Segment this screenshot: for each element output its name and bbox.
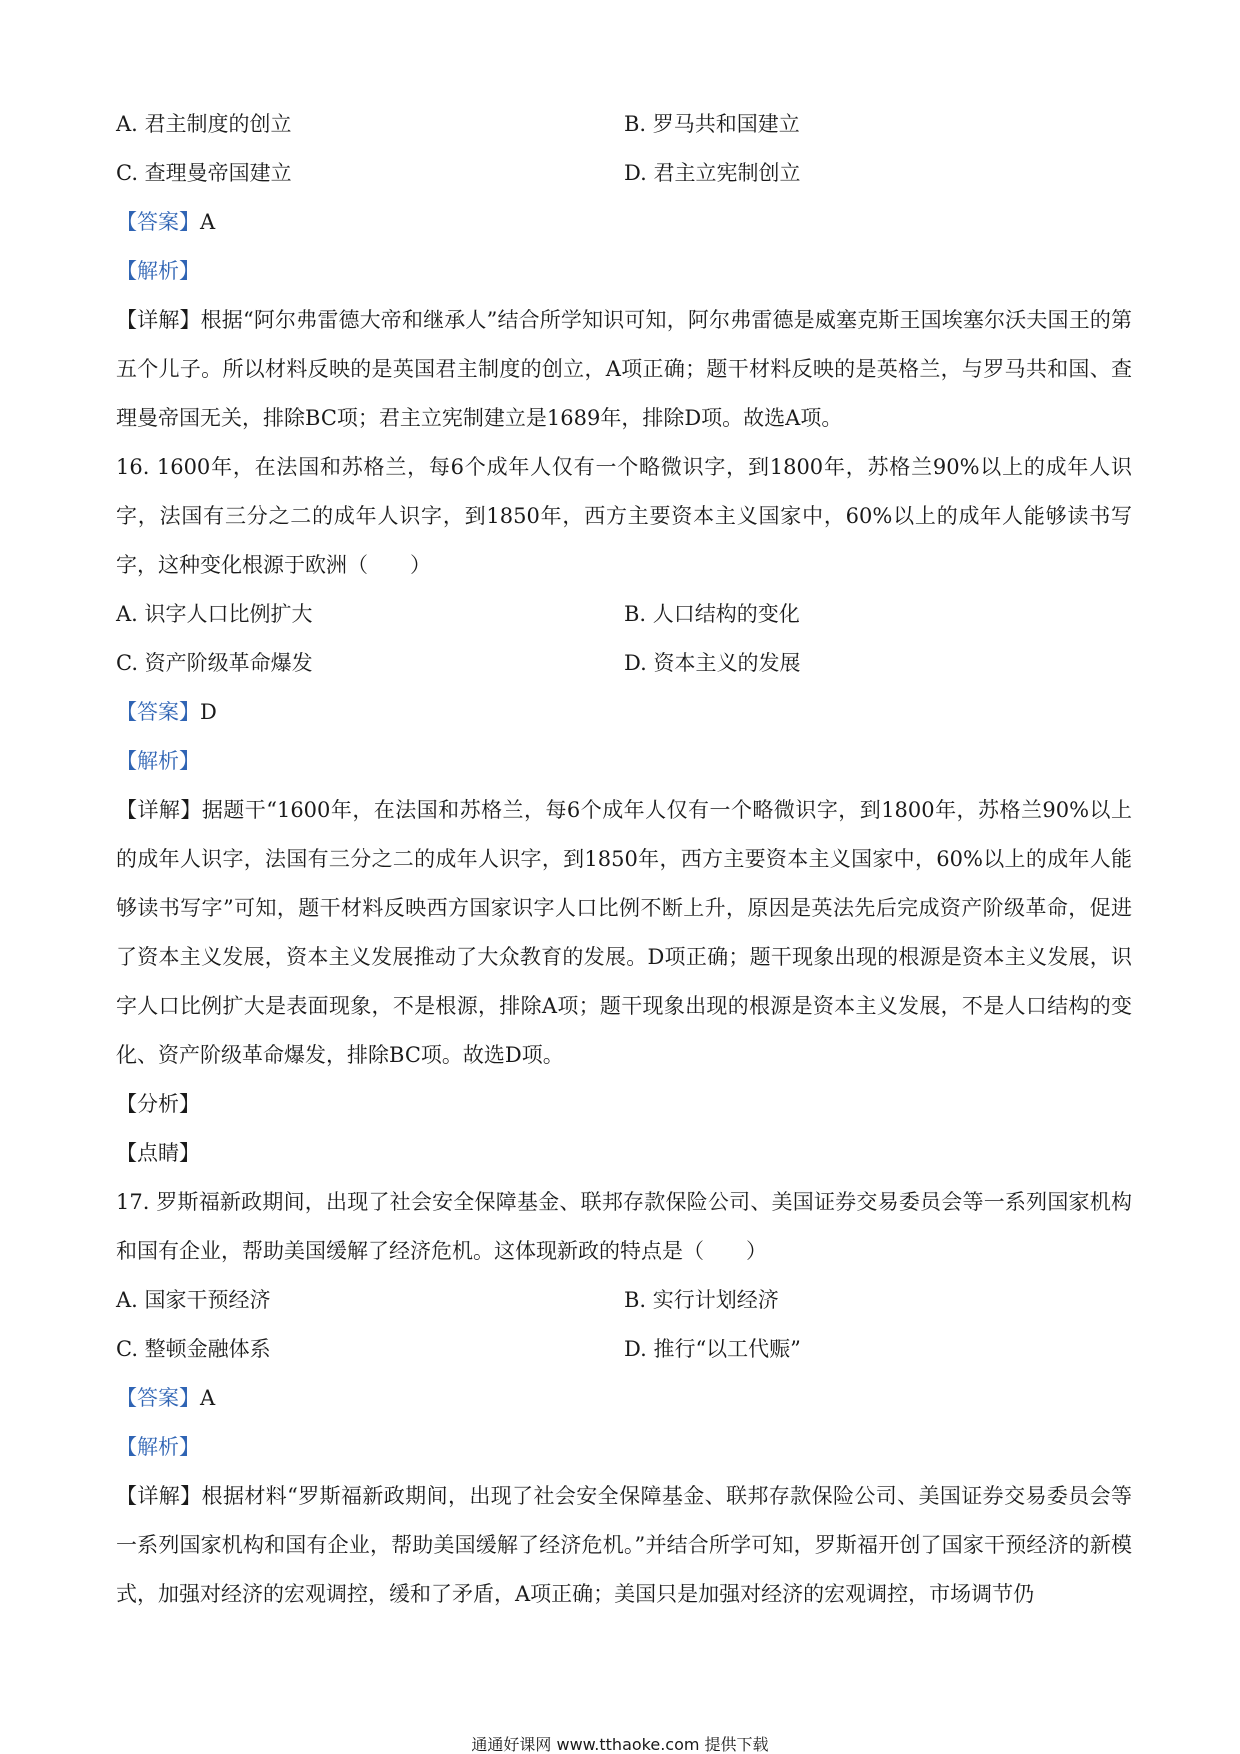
q17-detail-tag: 【详解】	[116, 1484, 202, 1508]
q16-option-d: D. 资本主义的发展	[624, 651, 801, 675]
document-body	[116, 100, 1132, 1619]
q16-analysis-tag: 【解析】	[116, 749, 200, 773]
q16-option-c: C. 资产阶级革命爆发	[116, 651, 313, 675]
q16-answer-line	[116, 688, 1132, 737]
q15-answer-line	[116, 198, 1132, 247]
q16-analysis-line	[116, 737, 1132, 786]
q17-options-row-2	[116, 1325, 1132, 1374]
q16-fenxi-line	[116, 1080, 1132, 1129]
q17-options-row-1	[116, 1276, 1132, 1325]
q16-answer-tag: 【答案】	[116, 700, 200, 724]
q17-analysis-line	[116, 1423, 1132, 1472]
q17-option-d: D. 推行“以工代赈”	[624, 1337, 801, 1361]
q17-stem: 17. 罗斯福新政期间，出现了社会安全保障基金、联邦存款保险公司、美国证券交易委员会等一系列国家机构和国有企业，帮助美国缓解了经济危机。这体现新政的特点是（ ）	[116, 1190, 1132, 1263]
q17-option-b: B. 实行计划经济	[624, 1288, 779, 1312]
q16-dianjing-line	[116, 1129, 1132, 1178]
q15-analysis-tag: 【解析】	[116, 259, 200, 283]
q16-options-row-1	[116, 590, 1132, 639]
q15-option-a: A. 君主制度的创立	[116, 112, 292, 136]
q17-detail-paragraph	[116, 1472, 1132, 1619]
q16-answer-value: D	[200, 700, 217, 724]
q17-answer-line	[116, 1374, 1132, 1423]
q16-detail-text: 据题干“1600年，在法国和苏格兰，每6个成年人仅有一个略微识字，到1800年，苏格兰90%以上的成年人识字，法国有三分之二的成年人识字，到1850年，西方主要资本主义国家中，60%以上的成年人能够读书写字”可知，题干材料反映西方国家识字人口比例不断上升，原因是英法先后完成资产阶级革命，促进了资本主义发展，资本主义发展推动了大众教育的发展。D项正确；题干现象出现的根源是资本主义发展，识字人口比例扩大是表面现象，不是根源，排除A项；题干现象出现的根源是资本主义发展，不是人口结构的变化、资产阶级革命爆发，排除BC项。故选D项。	[116, 798, 1133, 1067]
q15-options-row-2	[116, 149, 1132, 198]
q16-option-b: B. 人口结构的变化	[624, 602, 800, 626]
q17-option-c: C. 整顿金融体系	[116, 1337, 271, 1361]
q16-dianjing-tag: 【点睛】	[116, 1141, 200, 1165]
q16-stem: 16. 1600年，在法国和苏格兰，每6个成年人仅有一个略微识字，到1800年，苏格兰90%以上的成年人识字，法国有三分之二的成年人识字，到1850年，西方主要资本主义国家中，60%以上的成年人能够读书写字，这种变化根源于欧洲（ ）	[116, 455, 1132, 577]
q15-detail-paragraph	[116, 296, 1132, 443]
q15-detail-text: 根据“阿尔弗雷德大帝和继承人”结合所学知识可知，阿尔弗雷德是威塞克斯王国埃塞尔沃夫国王的第五个儿子。所以材料反映的是英国君主制度的创立，A项正确；题干材料反映的是英格兰，与罗马共和国、查理曼帝国无关，排除BC项；君主立宪制建立是1689年，排除D项。故选A项。	[116, 308, 1133, 430]
q17-answer-value: A	[200, 1386, 216, 1410]
q16-fenxi-tag: 【分析】	[116, 1092, 200, 1116]
q15-analysis-line	[116, 247, 1132, 296]
q15-answer-value: A	[200, 210, 216, 234]
q17-option-a: A. 国家干预经济	[116, 1288, 271, 1312]
q15-detail-tag: 【详解】	[116, 308, 201, 332]
page-footer: 通通好课网 www.tthaoke.com 提供下载	[471, 1735, 769, 1754]
q17-analysis-tag: 【解析】	[116, 1435, 200, 1459]
q15-option-d: D. 君主立宪制创立	[624, 161, 801, 185]
q16-options-row-2	[116, 639, 1132, 688]
q16-option-a: A. 识字人口比例扩大	[116, 602, 313, 626]
q16-detail-tag: 【详解】	[116, 798, 202, 822]
q17-detail-text: 根据材料“罗斯福新政期间，出现了社会安全保障基金、联邦存款保险公司、美国证券交易委员会等一系列国家机构和国有企业，帮助美国缓解了经济危机。”并结合所学可知，罗斯福开创了国家干预经济的新模式，加强对经济的宏观调控，缓和了矛盾，A项正确；美国只是加强对经济的宏观调控，市场调节仍	[116, 1484, 1133, 1606]
q15-answer-tag: 【答案】	[116, 210, 200, 234]
q15-options-row-1	[116, 100, 1132, 149]
q15-option-c: C. 查理曼帝国建立	[116, 161, 292, 185]
q16-detail-paragraph	[116, 786, 1132, 1080]
q17-answer-tag: 【答案】	[116, 1386, 200, 1410]
q15-option-b: B. 罗马共和国建立	[624, 112, 800, 136]
